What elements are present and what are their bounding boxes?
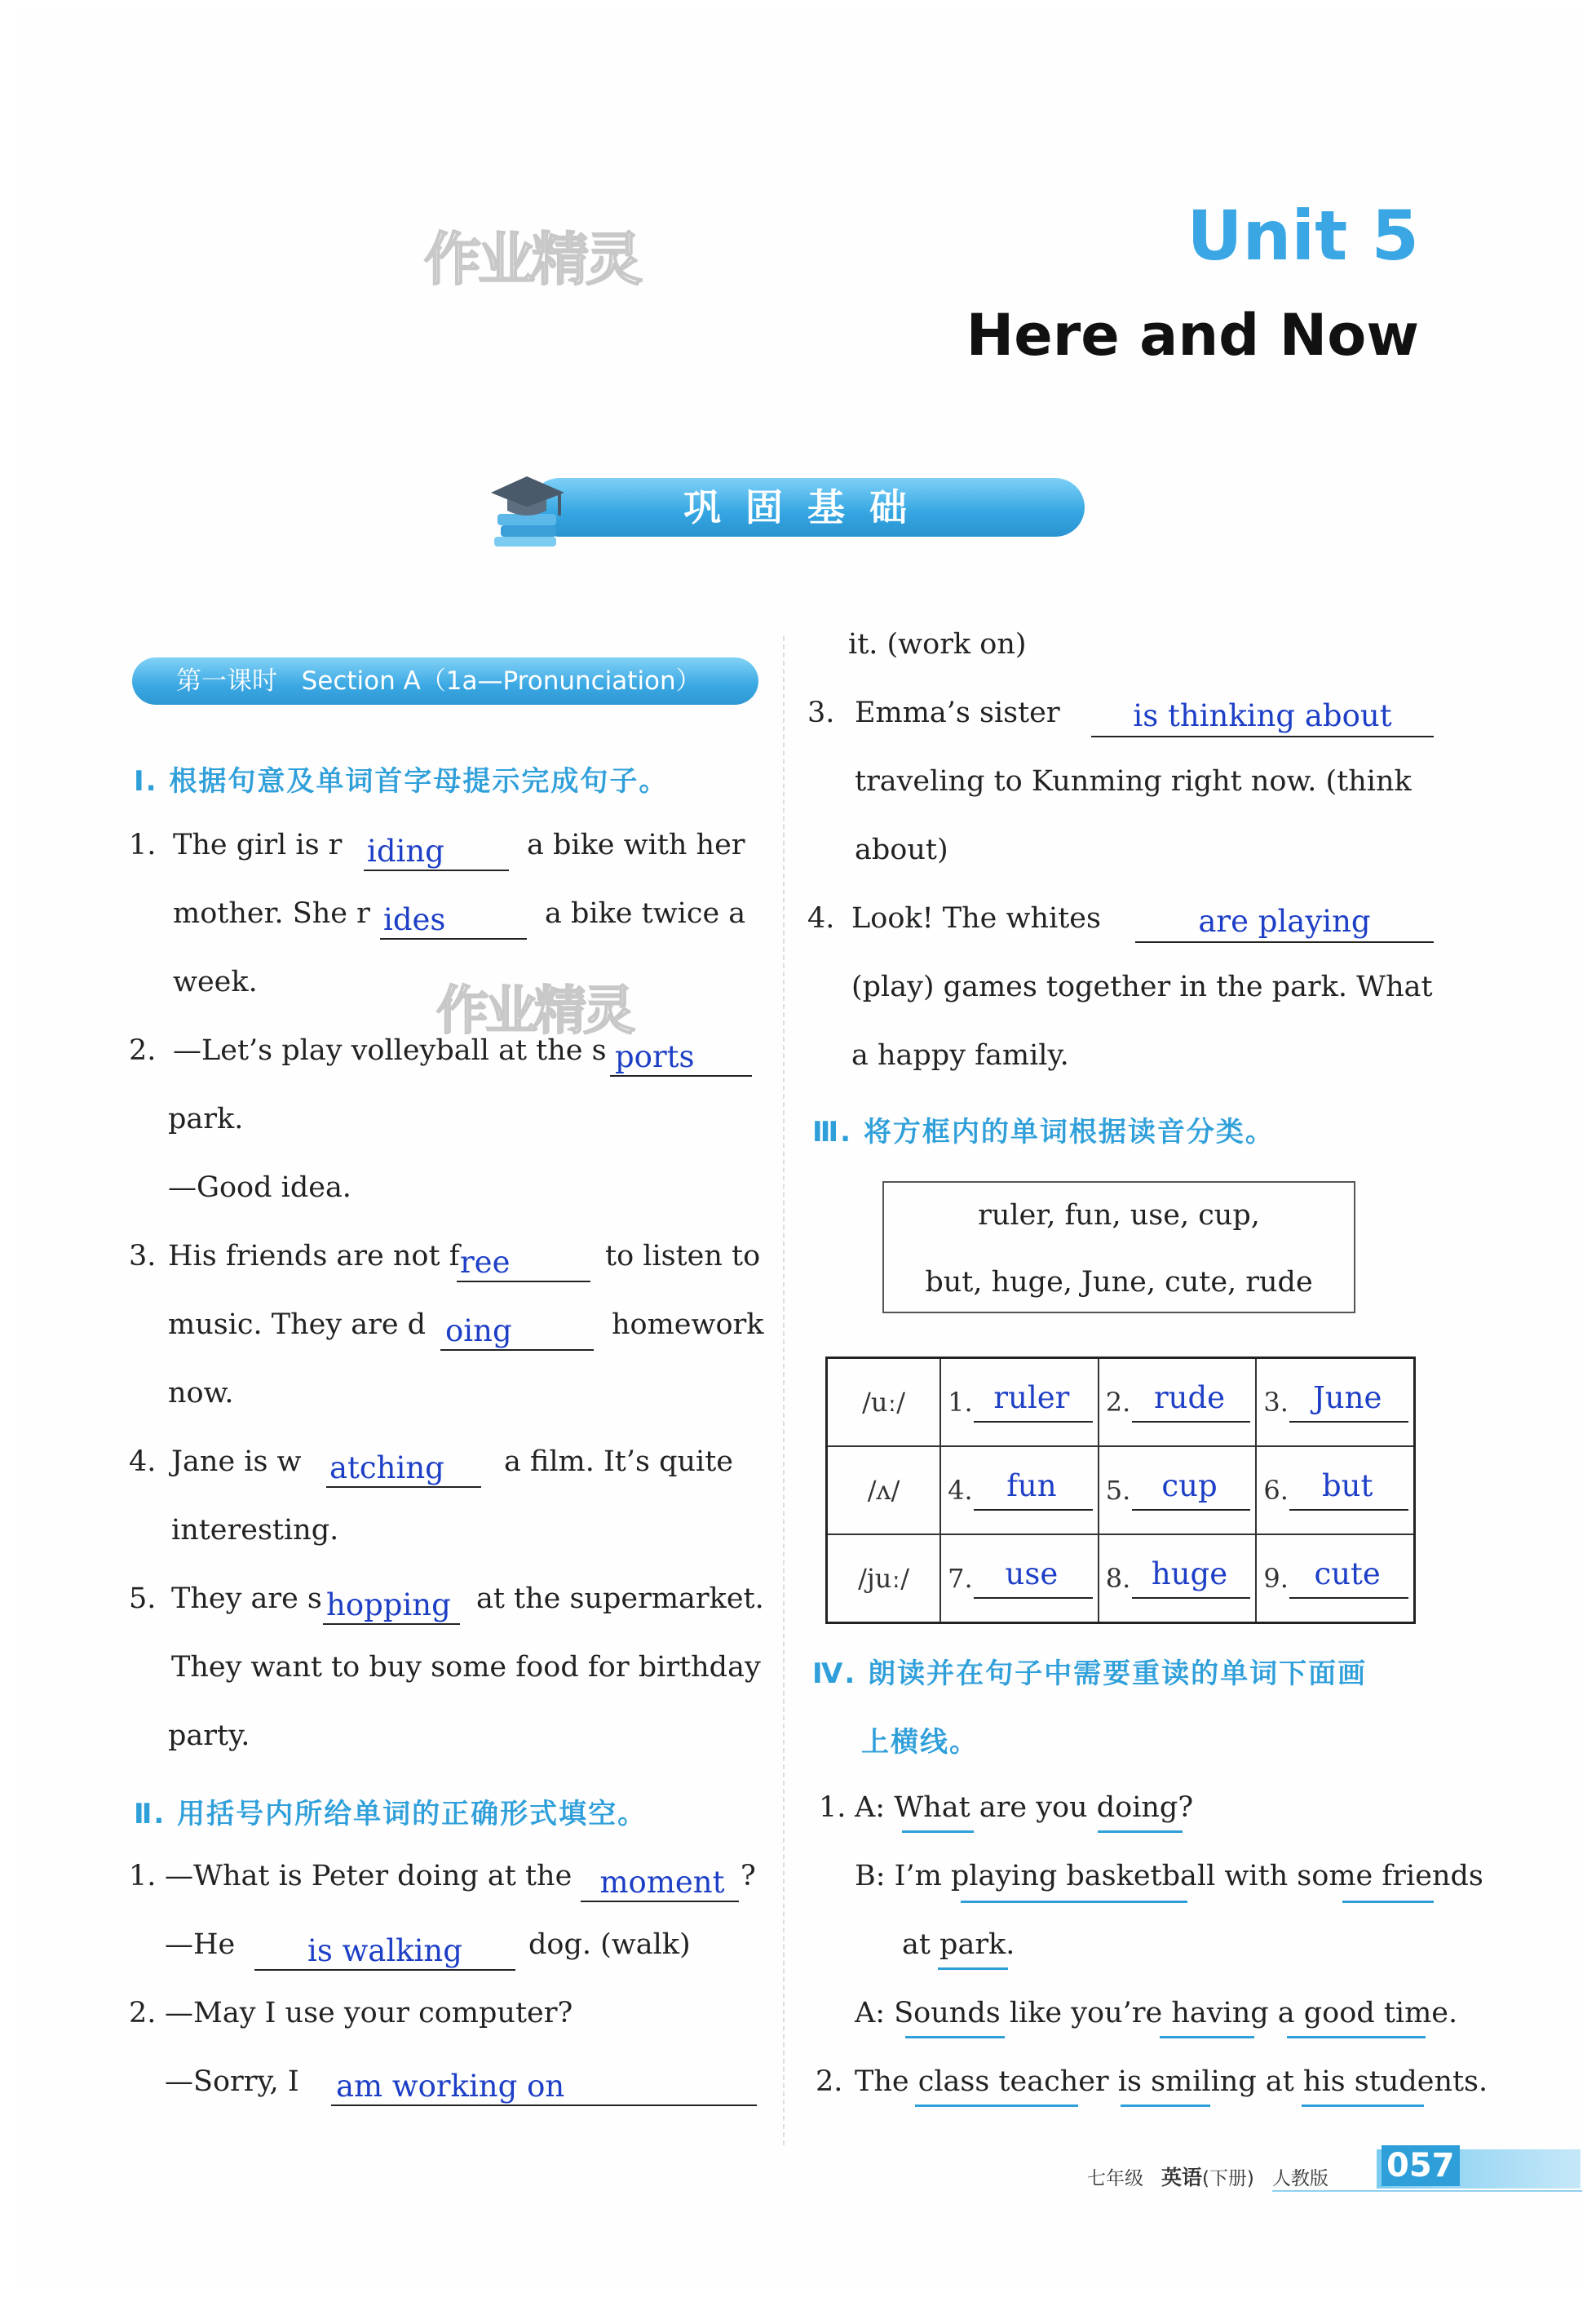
answer-text: iding bbox=[367, 834, 444, 869]
question-number: 2. bbox=[129, 1034, 157, 1067]
section-4-heading-cont: 上横线。 bbox=[861, 1726, 979, 1759]
question-text: —What is Peter doing at the bbox=[165, 1860, 573, 1892]
banner-title: 巩固基础 bbox=[683, 485, 931, 529]
question-text: (play) games together in the park. What bbox=[851, 971, 1433, 1003]
answer-blank bbox=[331, 2104, 757, 2106]
question-text: —Good idea. bbox=[168, 1171, 351, 1204]
question-number: 2. bbox=[816, 2065, 843, 2098]
section-3-heading: Ⅲ. 将方框内的单词根据读音分类。 bbox=[812, 1116, 1275, 1148]
table-row bbox=[827, 1534, 1415, 1623]
stress-underline bbox=[915, 2104, 1078, 2107]
watermark: 作业精灵 bbox=[436, 981, 632, 1042]
stress-underline bbox=[1160, 2036, 1254, 2038]
question-text: now. bbox=[168, 1377, 234, 1410]
answer-text: hopping bbox=[326, 1587, 451, 1622]
question-number: 5. bbox=[129, 1582, 157, 1615]
question-text: —Sorry, I bbox=[165, 2065, 299, 2098]
answer-text: ports bbox=[615, 1039, 695, 1074]
table-row bbox=[827, 1446, 1415, 1534]
stress-underline bbox=[1302, 2104, 1424, 2107]
table-row bbox=[827, 1358, 1415, 1447]
stress-underline bbox=[905, 2036, 1005, 2038]
column-divider bbox=[783, 636, 785, 2145]
question-text: Emma’s sister bbox=[855, 697, 1060, 729]
stress-underline bbox=[1121, 2104, 1210, 2107]
section-1-heading: Ⅰ. 根据句意及单词首字母提示完成句子。 bbox=[134, 765, 669, 798]
dialogue-line: B: I’m playing basketball with some friends bbox=[855, 1860, 1483, 1892]
answer-text: ruler bbox=[993, 1380, 1070, 1415]
stress-underline bbox=[902, 1830, 974, 1833]
stress-underline bbox=[1342, 1901, 1434, 1903]
answer-blank bbox=[380, 938, 527, 940]
question-text: mother. She r bbox=[173, 897, 370, 930]
question-text: His friends are not f bbox=[168, 1240, 460, 1272]
answer-blank bbox=[364, 870, 509, 871]
table-cell: 6. but bbox=[1256, 1446, 1414, 1534]
answer-blank bbox=[326, 1486, 481, 1488]
question-text: They are s bbox=[171, 1582, 322, 1615]
answer-text: atching bbox=[329, 1450, 444, 1485]
sentence-line: The class teacher is smiling at his students. bbox=[855, 2065, 1488, 2098]
question-text: interesting. bbox=[171, 1514, 339, 1547]
table-cell: 3. June bbox=[1256, 1358, 1414, 1447]
stress-underline bbox=[961, 1901, 1187, 1903]
question-number: 1. bbox=[819, 1791, 847, 1824]
question-text: —He bbox=[165, 1928, 236, 1961]
answer-blank bbox=[610, 1075, 752, 1077]
answer-blank bbox=[581, 1901, 739, 1902]
question-number: 4. bbox=[129, 1445, 157, 1478]
word-list-line: ruler, fun, use, cup, bbox=[978, 1199, 1260, 1232]
section-4-heading: Ⅳ. 朗读并在句子中需要重读的单词下面画 bbox=[812, 1657, 1368, 1690]
question-number: 4. bbox=[807, 902, 835, 935]
phonics-table bbox=[825, 1357, 1416, 1624]
table-cell: 8. huge bbox=[1099, 1534, 1257, 1623]
question-text: music. They are d bbox=[168, 1308, 427, 1341]
question-text: park. bbox=[168, 1103, 244, 1135]
dialogue-line: at park. bbox=[902, 1928, 1015, 1961]
table-cell: 2. rude bbox=[1099, 1358, 1257, 1447]
answer-text: am working on bbox=[336, 2069, 565, 2104]
question-text: a film. It’s quite bbox=[504, 1445, 733, 1478]
question-text: about) bbox=[855, 834, 948, 866]
answer-blank bbox=[440, 1349, 594, 1351]
table-cell: 5. cup bbox=[1099, 1446, 1257, 1534]
answer-text: but bbox=[1321, 1468, 1373, 1503]
table-cell: 4. fun bbox=[940, 1446, 1099, 1534]
answer-text: ides bbox=[383, 902, 446, 937]
answer-text: cute bbox=[1314, 1556, 1381, 1591]
question-text: party. bbox=[168, 1719, 250, 1752]
answer-text: moment bbox=[599, 1865, 725, 1900]
watermark: 作业精灵 bbox=[424, 226, 639, 293]
question-text: a bike with her bbox=[527, 829, 745, 861]
answer-text: June bbox=[1312, 1380, 1382, 1415]
page-number: 057 bbox=[1382, 2145, 1460, 2186]
question-text: at the supermarket. bbox=[476, 1582, 764, 1615]
dialogue-line: A: Sounds like you’re having a good time. bbox=[855, 1997, 1458, 2029]
question-number: 1. bbox=[129, 829, 157, 861]
table-cell: 9. cute bbox=[1256, 1534, 1414, 1623]
question-text: ? bbox=[741, 1860, 756, 1892]
answer-blank bbox=[457, 1281, 590, 1282]
question-text: Jane is w bbox=[171, 1445, 302, 1478]
question-text: They want to buy some food for birthday bbox=[171, 1651, 761, 1684]
question-number: 3. bbox=[807, 697, 835, 729]
footer-rule bbox=[1272, 2190, 1582, 2192]
question-number: 1. bbox=[129, 1860, 157, 1892]
question-text: week. bbox=[173, 966, 258, 998]
answer-text: ree bbox=[460, 1245, 511, 1280]
question-number: 3. bbox=[129, 1240, 157, 1272]
question-text: traveling to Kunming right now. (think bbox=[855, 765, 1412, 798]
answer-text: is walking bbox=[307, 1933, 462, 1968]
question-text: —May I use your computer? bbox=[165, 1997, 573, 2029]
answer-blank bbox=[254, 1969, 515, 1971]
lesson-label: 第一课时 Section A（1a—Pronunciation） bbox=[176, 666, 701, 696]
question-text: to listen to bbox=[605, 1240, 761, 1272]
answer-text: fun bbox=[1006, 1468, 1057, 1503]
question-text: The girl is r bbox=[173, 829, 343, 861]
question-text: Look! The whites bbox=[851, 902, 1101, 935]
unit-number: Unit 5 bbox=[1187, 196, 1419, 276]
answer-blank bbox=[1135, 941, 1434, 943]
footer-info: 七年级 英语(下册) 人教版 bbox=[1087, 2166, 1329, 2189]
unit-title: Here and Now bbox=[966, 302, 1419, 369]
phonetic-symbol: /uː/ bbox=[827, 1358, 941, 1447]
question-text: it. (work on) bbox=[848, 628, 1027, 661]
stress-underline bbox=[938, 1967, 1008, 1970]
answer-text: are playing bbox=[1198, 904, 1371, 939]
question-text: homework bbox=[612, 1308, 764, 1341]
question-text: —Let’s play volleyball at the s bbox=[173, 1034, 607, 1067]
question-text: a bike twice a bbox=[545, 897, 746, 930]
stress-underline bbox=[1287, 2036, 1426, 2038]
question-number: 2. bbox=[129, 1997, 157, 2029]
stress-underline bbox=[1098, 1830, 1183, 1833]
answer-text: huge bbox=[1151, 1556, 1228, 1591]
word-list-line: but, huge, June, cute, rude bbox=[925, 1266, 1313, 1299]
answer-text: use bbox=[1005, 1556, 1059, 1591]
answer-text: oing bbox=[445, 1313, 512, 1348]
answer-blank bbox=[1091, 736, 1434, 737]
phonetic-symbol: /ʌ/ bbox=[827, 1446, 941, 1534]
table-cell: 7. use bbox=[940, 1534, 1099, 1623]
question-text: dog. (walk) bbox=[528, 1928, 691, 1961]
answer-blank bbox=[323, 1623, 460, 1625]
answer-text: cup bbox=[1161, 1468, 1218, 1503]
dialogue-line: A: What are you doing? bbox=[855, 1791, 1194, 1824]
answer-text: is thinking about bbox=[1133, 698, 1392, 733]
answer-text: rude bbox=[1153, 1380, 1226, 1415]
phonetic-symbol: /juː/ bbox=[827, 1534, 941, 1623]
table-cell: 1. ruler bbox=[940, 1358, 1099, 1447]
question-text: a happy family. bbox=[851, 1039, 1069, 1072]
section-2-heading: Ⅱ. 用括号内所给单词的正确形式填空。 bbox=[134, 1798, 648, 1830]
